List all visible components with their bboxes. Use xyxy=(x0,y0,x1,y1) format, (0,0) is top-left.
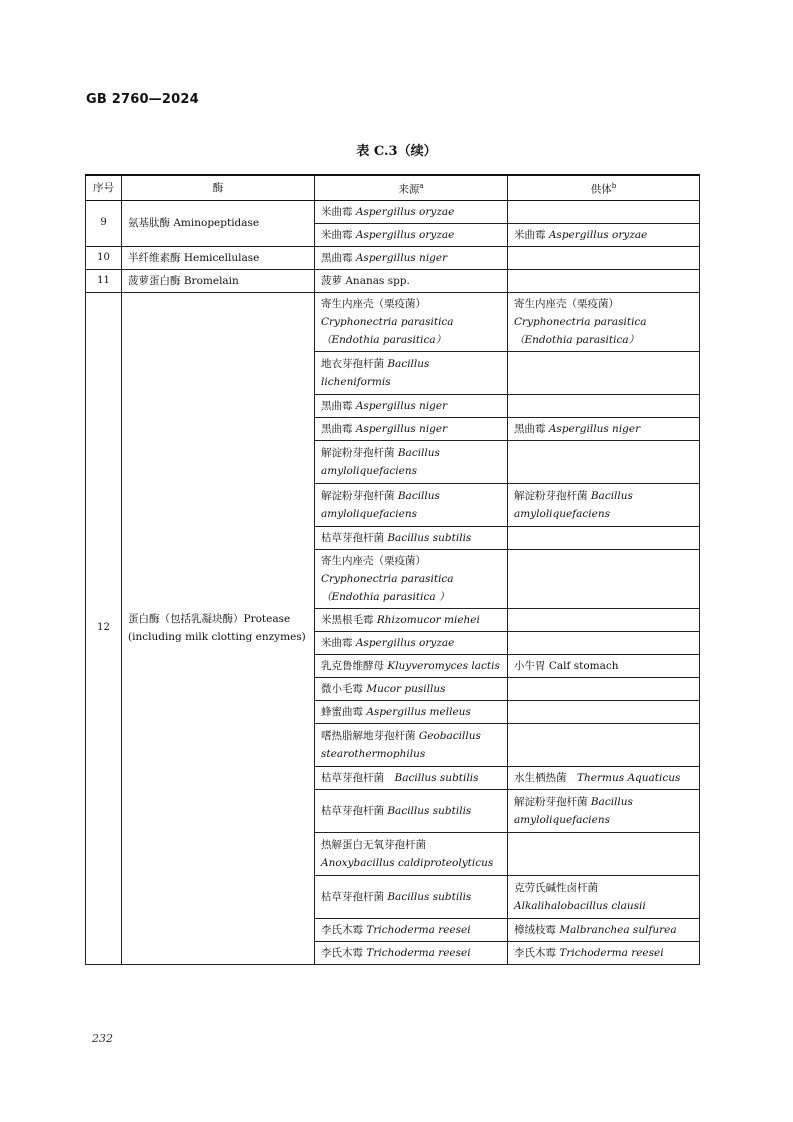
cell-enzyme-name: 蛋白酶（包括乳凝块酶）Protease (including milk clotting enzymes) xyxy=(122,292,315,964)
cell-source: 李氏木霉 Trichoderma reesei xyxy=(315,941,508,964)
cell-donor xyxy=(508,631,700,654)
cell-donor: 樟绒枝霉 Malbranchea sulfurea xyxy=(508,918,700,941)
cell-source: 菠萝 Ananas spp. xyxy=(315,269,508,292)
cell-serial-number: 9 xyxy=(86,200,122,246)
cell-enzyme-name: 菠萝蛋白酶 Bromelain xyxy=(122,269,315,292)
cell-source: 黑曲霉 Aspergillus niger xyxy=(315,394,508,417)
cell-donor: 克劳氏碱性卤杆菌 Alkalihalobacillus clausii xyxy=(508,875,700,918)
header-no: 序号 xyxy=(86,175,122,200)
header-donor: 供体$^b$ xyxy=(508,175,700,200)
cell-source: 枯草芽孢杆菌 Bacillus subtilis xyxy=(315,789,508,832)
cell-donor: 黑曲霉 Aspergillus niger xyxy=(508,417,700,440)
cell-source: 枯草芽孢杆菌 Bacillus subtilis xyxy=(315,766,508,789)
cell-source: 热解蛋白无氧芽孢杆菌 Anoxybacillus caldiproteolyticus xyxy=(315,832,508,875)
cell-donor: 水生栖热菌 Thermus Aquaticus xyxy=(508,766,700,789)
cell-donor xyxy=(508,394,700,417)
source-footnote-mark: a xyxy=(419,182,424,190)
standard-code: GB 2760—2024 xyxy=(86,92,199,107)
cell-donor: 米曲霉 Aspergillus oryzae xyxy=(508,223,700,246)
cell-donor: 解淀粉芽孢杆菌 Bacillus amyloliquefaciens xyxy=(508,789,700,832)
cell-source: 寄生内座壳（栗疫菌）Cryphonectria parasitica（Endothia parasitica） xyxy=(315,292,508,351)
cell-source: 米曲霉 Aspergillus oryzae xyxy=(315,631,508,654)
cell-source: 枯草芽孢杆菌 Bacillus subtilis xyxy=(315,526,508,549)
cell-donor xyxy=(508,723,700,766)
header-enzyme: 酶 xyxy=(122,175,315,200)
cell-donor xyxy=(508,526,700,549)
cell-source: 黑曲霉 Aspergillus niger xyxy=(315,246,508,269)
table-header-row xyxy=(86,175,700,200)
table-row xyxy=(86,269,700,292)
table-row xyxy=(86,292,700,351)
cell-donor xyxy=(508,246,700,269)
table-row xyxy=(86,246,700,269)
cell-donor: 小牛胃 Calf stomach xyxy=(508,654,700,677)
cell-source: 解淀粉芽孢杆菌 Bacillus amyloliquefaciens xyxy=(315,440,508,483)
cell-serial-number: 11 xyxy=(86,269,122,292)
cell-source: 枯草芽孢杆菌 Bacillus subtilis xyxy=(315,875,508,918)
donor-footnote-mark: b xyxy=(611,182,617,190)
cell-donor xyxy=(508,677,700,700)
table-title: 表 C.3（续） xyxy=(356,144,437,159)
cell-enzyme-name: 半纤维素酶 Hemicellulase xyxy=(122,246,315,269)
cell-donor: 解淀粉芽孢杆菌 Bacillus amyloliquefaciens xyxy=(508,483,700,526)
cell-donor xyxy=(508,200,700,223)
cell-enzyme-name: 氨基肽酶 Aminopeptidase xyxy=(122,200,315,246)
header-source: 来源$^a$ xyxy=(315,175,508,200)
cell-source: 蜂蜜曲霉 Aspergillus melleus xyxy=(315,700,508,723)
cell-source: 李氏木霉 Trichoderma reesei xyxy=(315,918,508,941)
cell-donor xyxy=(508,269,700,292)
cell-donor xyxy=(508,700,700,723)
cell-source: 微小毛霉 Mucor pusillus xyxy=(315,677,508,700)
enzyme-table xyxy=(85,174,700,965)
cell-serial-number: 12 xyxy=(86,292,122,964)
cell-source: 寄生内座壳（栗疫菌）Cryphonectria parasitica（Endothia parasitica ） xyxy=(315,549,508,608)
cell-source: 解淀粉芽孢杆菌 Bacillus amyloliquefaciens xyxy=(315,483,508,526)
table-row xyxy=(86,200,700,223)
cell-donor xyxy=(508,832,700,875)
cell-source: 黑曲霉 Aspergillus niger xyxy=(315,417,508,440)
cell-source: 乳克鲁维酵母 Kluyveromyces lactis xyxy=(315,654,508,677)
cell-source: 米曲霉 Aspergillus oryzae xyxy=(315,223,508,246)
cell-donor xyxy=(508,440,700,483)
cell-donor: 李氏木霉 Trichoderma reesei xyxy=(508,941,700,964)
cell-donor: 寄生内座壳（栗疫菌）Cryphonectria parasitica（Endothia parasitica） xyxy=(508,292,700,351)
cell-source: 米曲霉 Aspergillus oryzae xyxy=(315,200,508,223)
page-number: 232 xyxy=(92,1032,113,1045)
cell-source: 米黑根毛霉 Rhizomucor miehei xyxy=(315,608,508,631)
cell-donor xyxy=(508,351,700,394)
cell-source: 嗜热脂解地芽孢杆菌 Geobacillus stearothermophilus xyxy=(315,723,508,766)
cell-donor xyxy=(508,549,700,608)
cell-serial-number: 10 xyxy=(86,246,122,269)
table-body xyxy=(86,200,700,964)
cell-donor xyxy=(508,608,700,631)
cell-source: 地衣芽孢杆菌 Bacillus licheniformis xyxy=(315,351,508,394)
